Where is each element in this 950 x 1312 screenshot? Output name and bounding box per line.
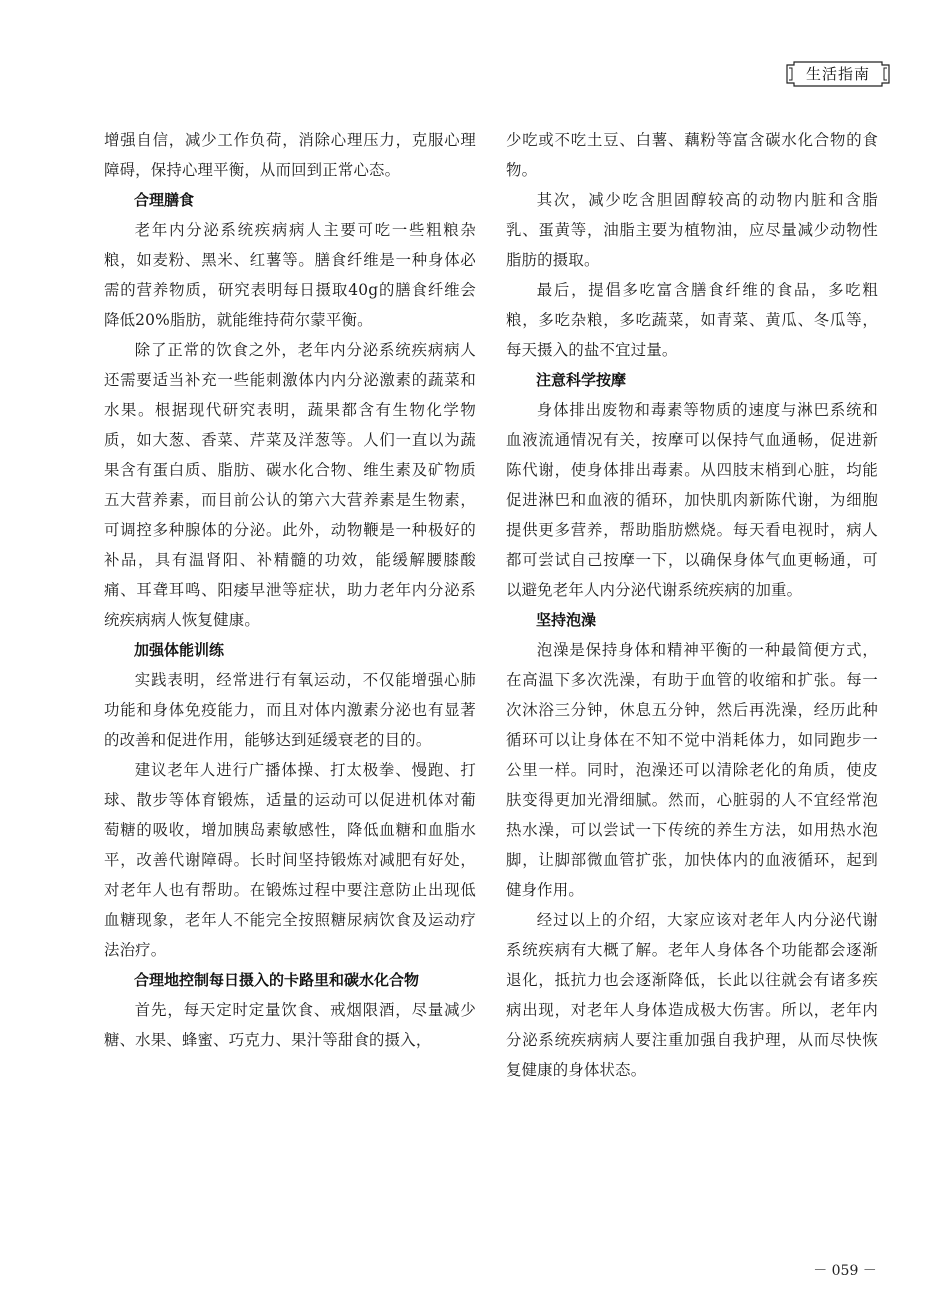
paragraph: 泡澡是保持身体和精神平衡的一种最简便方式，在高温下多次洗澡，有助于血管的收缩和扩张。每一次沐浴三分钟，休息五分钟，然后再洗澡，经历此种循环可以让身体在不知不觉中消耗体力，如同跑步一公里一样。同时，泡澡还可以清除老化的角质，使皮肤变得更加光滑细腻。然而，心脏弱的人不宜经常泡热水澡，可以尝试一下传统的养生方法，如用热水泡脚，让脚部微血管扩张，加快体内的血液循环，起到健身作用。 <box>506 641 878 899</box>
section-heading-calories: 合理地控制每日摄入的卡路里和碳水化合物 <box>134 971 420 989</box>
section-heading-exercise: 加强体能训练 <box>134 641 225 659</box>
page-number: － 059 － <box>813 1263 877 1279</box>
section-tag-label: 生活指南 <box>805 65 870 83</box>
paragraph: 身体排出废物和毒素等物质的速度与淋巴系统和血液流通情况有关，按摩可以保持气血通畅，促进新陈代谢，使身体排出毒素。从四肢末梢到心脏，均能促进淋巴和血液的循环，加快肌肉新陈代谢，为细胞提供更多营养，帮助脂肪燃烧。每天看电视时，病人都可尝试自己按摩一下，以确保身体气血更畅通，可以避免老年人内分泌代谢系统疾病的加重。 <box>506 401 878 599</box>
right-column <box>506 125 878 1085</box>
paragraph: 其次，减少吃含胆固醇较高的动物内脏和含脂乳、蛋黄等，油脂主要为植物油，应尽量减少动物性脂肪的摄取。 <box>506 191 878 269</box>
section-heading-massage: 注意科学按摩 <box>536 371 627 389</box>
paragraph: 除了正常的饮食之外，老年内分泌系统疾病病人还需要适当补充一些能刺激体内内分泌激素的蔬菜和水果。根据现代研究表明，蔬果都含有生物化学物质，如大葱、香菜、芹菜及洋葱等。人们一直以为蔬果含有蛋白质、脂肪、碳水化合物、维生素及矿物质五大营养素，而目前公认的第六大营养素是生物素，可调控多种腺体的分泌。此外，动物鞭是一种极好的补品，具有温肾阳、补精髓的功效，能缓解腰膝酸痛、耳聋耳鸣、阳痿早泄等症状，助力老年内分泌系统疾病病人恢复健康。 <box>104 341 476 629</box>
paragraph: 经过以上的介绍，大家应该对老年人内分泌代谢系统疾病有大概了解。老年人身体各个功能都会逐渐退化，抵抗力也会逐渐降低，长此以往就会有诸多疾病出现，对老年人身体造成极大伤害。所以，老年内分泌系统疾病病人要注重加强自我护理，从而尽快恢复健康的身体状态。 <box>506 911 878 1079</box>
paragraph: 最后，提倡多吃富含膳食纤维的食品，多吃粗粮，多吃杂粮，多吃蔬菜，如青菜、黄瓜、冬瓜等，每天摄入的盐不宜过量。 <box>506 281 878 359</box>
paragraph: 建议老年人进行广播体操、打太极拳、慢跑、打球、散步等体育锻炼，适量的运动可以促进机体对葡萄糖的吸收，增加胰岛素敏感性，降低血糖和血脂水平，改善代谢障碍。长时间坚持锻炼对减肥有好处，对老年人也有帮助。在锻炼过程中要注意防止出现低血糖现象，老年人不能完全按照糖尿病饮食及运动疗法治疗。 <box>104 761 476 959</box>
section-heading-bath: 坚持泡澡 <box>536 611 597 629</box>
paragraph: 首先，每天定时定量饮食、戒烟限酒，尽量减少糖、水果、蜂蜜、巧克力、果汁等甜食的摄入， <box>104 1001 476 1049</box>
left-column <box>104 125 476 1055</box>
paragraph: 老年内分泌系统疾病病人主要可吃一些粗粮杂粮，如麦粉、黑米、红薯等。膳食纤维是一种身体必需的营养物质，研究表明每日摄取40g的膳食纤维会降低20%脂肪，就能维持荷尔蒙平衡。 <box>104 221 476 329</box>
section-tag <box>784 60 892 88</box>
section-heading-diet: 合理膳食 <box>134 191 195 209</box>
paragraph: 增强自信，减少工作负荷，消除心理压力，克服心理障碍，保持心理平衡，从而回到正常心态。 <box>104 131 476 179</box>
paragraph: 实践表明，经常进行有氧运动，不仅能增强心肺功能和身体免疫能力，而且对体内激素分泌也有显著的改善和促进作用，能够达到延缓衰老的目的。 <box>104 671 476 749</box>
paragraph: 少吃或不吃土豆、白薯、藕粉等富含碳水化合物的食物。 <box>506 131 878 179</box>
